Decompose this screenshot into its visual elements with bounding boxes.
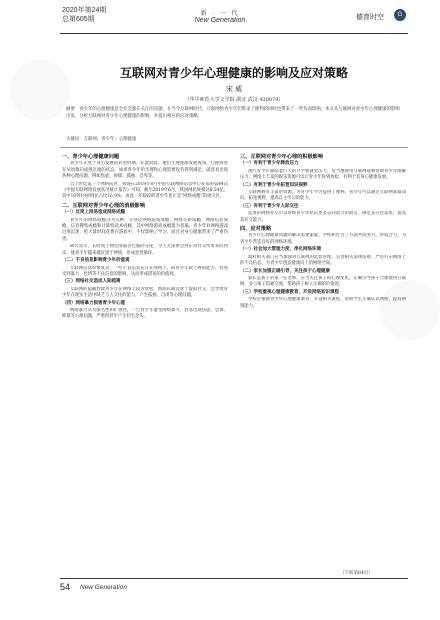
article-abstract: 摘要：青少年的心理健康是全社会都在关注的问题，在当今互联网时代，互联网给青少年们带来了便利的同时也带来了一些负面影响，本文从互联网对青少年心理健康的影响出发，分析互联网对青少年心理健康的影响，并提出相应的应对策略。	[66, 107, 400, 119]
page-header	[0, 0, 440, 40]
footer-magazine-name: New Generation	[80, 584, 127, 591]
paragraph: 互联网拥有丰富的资源，为青少年学习提供了便利，青少年可以通过互联网获取知识，拓宽视野，提高自主学习的能力。	[240, 190, 406, 202]
article-title: 互联网对青少年心理健康的影响及应对策略	[119, 66, 348, 80]
paragraph: 互联网的隐蔽性使青少年在网络上较为放松，然而长期沉迷于虚拟社交，会导致青少年在现实生活中缺乏与人交往的能力，产生孤独、自闭等心理问题。	[62, 286, 228, 299]
paragraph: 互联网信息纷繁复杂，一些不良信息充斥在网络上，而青少年缺乏辨别能力，容易受到暴力、色情等不良信息的影响，从而形成错误的价值观。	[62, 265, 228, 277]
subsection-heading: （二）不良信息影响青少年价值观	[62, 258, 130, 264]
paragraph: 青少年心理健康问题的解决需要家庭、学校和社会三方面共同努力，形成合力，为青少年营造良好的网络环境。	[240, 233, 406, 245]
subsection-heading: （二）有利于青少年拓宽知识视野	[240, 182, 308, 188]
header-rule	[60, 33, 408, 34]
page-number: 54	[60, 582, 71, 592]
section-label: 德育时空	[356, 14, 384, 21]
paragraph: 家长是孩子的第一任老师，应当关注孩子的心理变化，正确引导孩子合理使用互联网，多与孩子沟通交流，帮助孩子树立正确的价值观。	[240, 275, 406, 288]
paragraph: 网络暴力具有匿名性和扩散性，一旦青少年遭受网络暴力，容易出现焦虑、恐惧、抑郁等心理问题，严重时甚至产生轻生念头。	[62, 307, 228, 320]
paragraph: 现代青少年面临着巨大的升学和就业压力，适当地使用互联网能够帮助青少年缓解压力，网络上丰富的娱乐资源可以让青少年得到放松，有利于其身心健康发展。	[240, 168, 406, 181]
body-column-left	[62, 152, 228, 322]
subsection-heading: （三）有利于青少年人际交往	[240, 203, 299, 209]
continued-note: （下转第84页）	[340, 571, 373, 576]
subsection-heading: （三）学校重视心理健康教育，开设网络知识课程	[240, 289, 339, 295]
author-affiliation: （华中师范大学文学院 湖北 武汉 430079）	[184, 97, 284, 103]
section-heading: 二、互联网对青少年心理的消极影响	[62, 202, 146, 209]
section-heading: 三、互联网对青少年心理的积极影响	[240, 154, 324, 160]
section-badge: G	[394, 9, 406, 21]
article-author: 宋 威	[225, 85, 243, 93]
section-heading: 一、青少年心理健康问题	[62, 154, 120, 160]
magazine-masthead	[180, 8, 260, 24]
issue-total: 总第605期	[62, 16, 95, 23]
paragraph: 自上世纪第一个网络问世，到现在2019年8月中国互联网络信息中心发布的第44次《中国互联网络发展状况统计报告》可知，截至2019年6月，我国网民规模达8.54亿，其中10到19岁网民占比16.9%。由此一年龄段的青少年也正是“网络成瘾”的重灾区。	[62, 181, 228, 200]
magazine-name-en: New Generation	[194, 17, 246, 24]
subsection-heading: （四）网络暴力损害青少年心理	[62, 300, 125, 306]
paragraph: 青少年的网络成瘾分为五种，分别是网络游戏成瘾、网络关系成瘾、网络信息成瘾、信息搜集成瘾和计算机技术成瘾，其中网络游戏成瘾最为普遍。青少年对网络游戏过度沉迷，把大量时间花费在游戏中，不仅影响了学习，而且对身心健康带来了严重伤害。	[62, 217, 228, 242]
section-heading: 四、应对策略	[240, 226, 272, 233]
subsection-heading: （一）过度上网易造成网络成瘾	[62, 210, 125, 216]
abstract-rule	[60, 147, 408, 148]
paragraph: 学校应重视青少年心理健康教育，开设相关课程，帮助学生正确认识网络，提高辨别能力。	[240, 297, 406, 309]
paragraph: 政府相关部门应当加强对互联网的监督管理，完善相关法律法规，严厉打击网络上的不良信息，为青少年创造健康向上的网络空间。	[240, 254, 406, 267]
footer-rule	[60, 578, 408, 579]
magazine-name-cn: 新 · 一 代	[200, 11, 240, 17]
paragraph: 研究显示，长时间上网会削弱多巴胺的分泌，令人无法体会到正常社交所带来的快乐，使青少年越来越沉迷于网络，形成恶性循环。	[62, 244, 228, 256]
subsection-heading: （一）有利于青少年释放压力	[240, 161, 299, 167]
issue-number: 2020年第24期	[62, 7, 107, 14]
subsection-heading: （一）社会加大管理力度，净化网络环境	[240, 247, 321, 253]
subsection-heading: （二）家长加强正确引导，关注孩子心理健康	[240, 268, 330, 274]
paragraph: 适度的网络社交可以帮助青少年结识更多志同道合的朋友，满足其交往需求，提高其社交能力。	[240, 211, 406, 223]
article-keywords: 关键词：互联网；青少年；心理健康	[66, 137, 137, 142]
issue-info	[62, 6, 106, 24]
body-column-right	[240, 152, 406, 311]
paragraph: 青少年正处于身心发展的转型时期，在此阶段，他们生理逐渐发展成熟，心理则处在从幼稚向成熟过渡的状态。如果青少年的生理和心理需要没有得到满足，就容易出现各种心理问题，例如焦虑、抑郁、孤独、自卑等。	[62, 161, 228, 180]
subsection-heading: （三）网络社交造成人际疏离	[62, 279, 121, 285]
